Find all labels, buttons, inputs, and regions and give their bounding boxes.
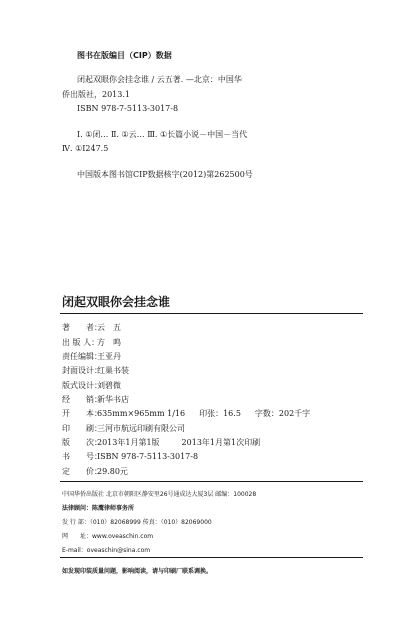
cip-heading: 图书在版编目（CIP）数据 — [77, 51, 172, 60]
divider — [60, 481, 363, 482]
info-value: 王亚丹 — [97, 352, 121, 361]
email: E-mail：oveaschin@sina.com — [62, 547, 151, 554]
info-label: 定 价： — [62, 467, 102, 476]
info-row-publisher — [62, 337, 121, 348]
info-label: 书 号： — [62, 452, 102, 461]
info-row-isbn — [62, 451, 198, 462]
info-value: 29.80元 — [97, 467, 128, 476]
info-value: 新华书店 — [97, 395, 129, 404]
info-row-format — [62, 408, 310, 419]
info-label: 版式设计： — [62, 381, 102, 390]
info-printing: 2013年1月第1次印刷 — [181, 438, 261, 447]
info-row-edition — [62, 437, 260, 448]
info-label: 著 者： — [62, 323, 102, 332]
book-title: 闭起双眼你会挂念谁 — [62, 295, 171, 309]
cip-publisher-line: 侨出版社，2013.1 — [62, 90, 130, 99]
info-row-author — [62, 322, 121, 333]
cip-classification-line-2: Ⅳ. ①I247.5 — [62, 144, 109, 153]
info-value: 635mm×965mm 1/16 — [97, 409, 186, 418]
info-value: 刘碧微 — [97, 381, 121, 390]
info-label: 开 本： — [62, 409, 102, 418]
info-row-layout-design — [62, 380, 121, 391]
info-label: 出 版 人： — [62, 338, 100, 347]
quality-notice: 如发现印装质量问题，影响阅读，请与印刷厂联系调换。 — [62, 568, 213, 575]
cip-isbn-line: ISBN 978-7-5113-3017-8 — [77, 104, 179, 113]
info-row-editor — [62, 351, 121, 362]
info-value: 红巢书装 — [97, 366, 129, 375]
distribution-contact: 发 行 部：（010）82068999 传真：（010）82069000 — [62, 519, 212, 526]
info-label: 封面设计： — [62, 366, 102, 375]
info-label: 经 销： — [62, 395, 102, 404]
info-label: 版 次： — [62, 438, 102, 447]
info-label: 责任编辑： — [62, 352, 102, 361]
legal-counsel: 法律顾问：陈鹰律师事务所 — [62, 505, 135, 512]
info-value: 三河市航远印刷有限公司 — [97, 424, 185, 433]
divider — [60, 313, 363, 314]
info-value: ISBN 978-7-5113-3017-8 — [97, 452, 199, 461]
info-label: 印 刷： — [62, 424, 102, 433]
info-value: 云 五 — [97, 323, 121, 332]
info-row-distributor — [62, 394, 129, 405]
cip-classification-line: Ⅰ. ①闭… Ⅱ. ①云… Ⅲ. ①长篇小说－中国－当代 — [77, 130, 248, 139]
info-row-printer — [62, 423, 185, 434]
info-value: 2013年1月第1版 — [97, 438, 160, 447]
website: 网 址：www.oveaschin.com — [62, 533, 154, 540]
cip-record-number: 中国版本图书馆CIP数据核字(2012)第262500号 — [77, 170, 253, 179]
info-value: 方 鸣 — [97, 338, 121, 347]
publisher-address: 中国华侨出版社 北京市朝阳区静安里26号通成达大厦3层 邮编：100028 — [62, 491, 257, 498]
info-row-cover-design — [62, 365, 129, 376]
cip-title-line: 闭起双眼你会挂念谁 / 云五著. —北京：中国华 — [77, 75, 242, 84]
divider — [60, 557, 363, 558]
info-row-price — [62, 466, 128, 477]
info-sheets: 印张：16.5 — [199, 409, 241, 418]
info-word-count: 字数：202千字 — [254, 409, 311, 418]
